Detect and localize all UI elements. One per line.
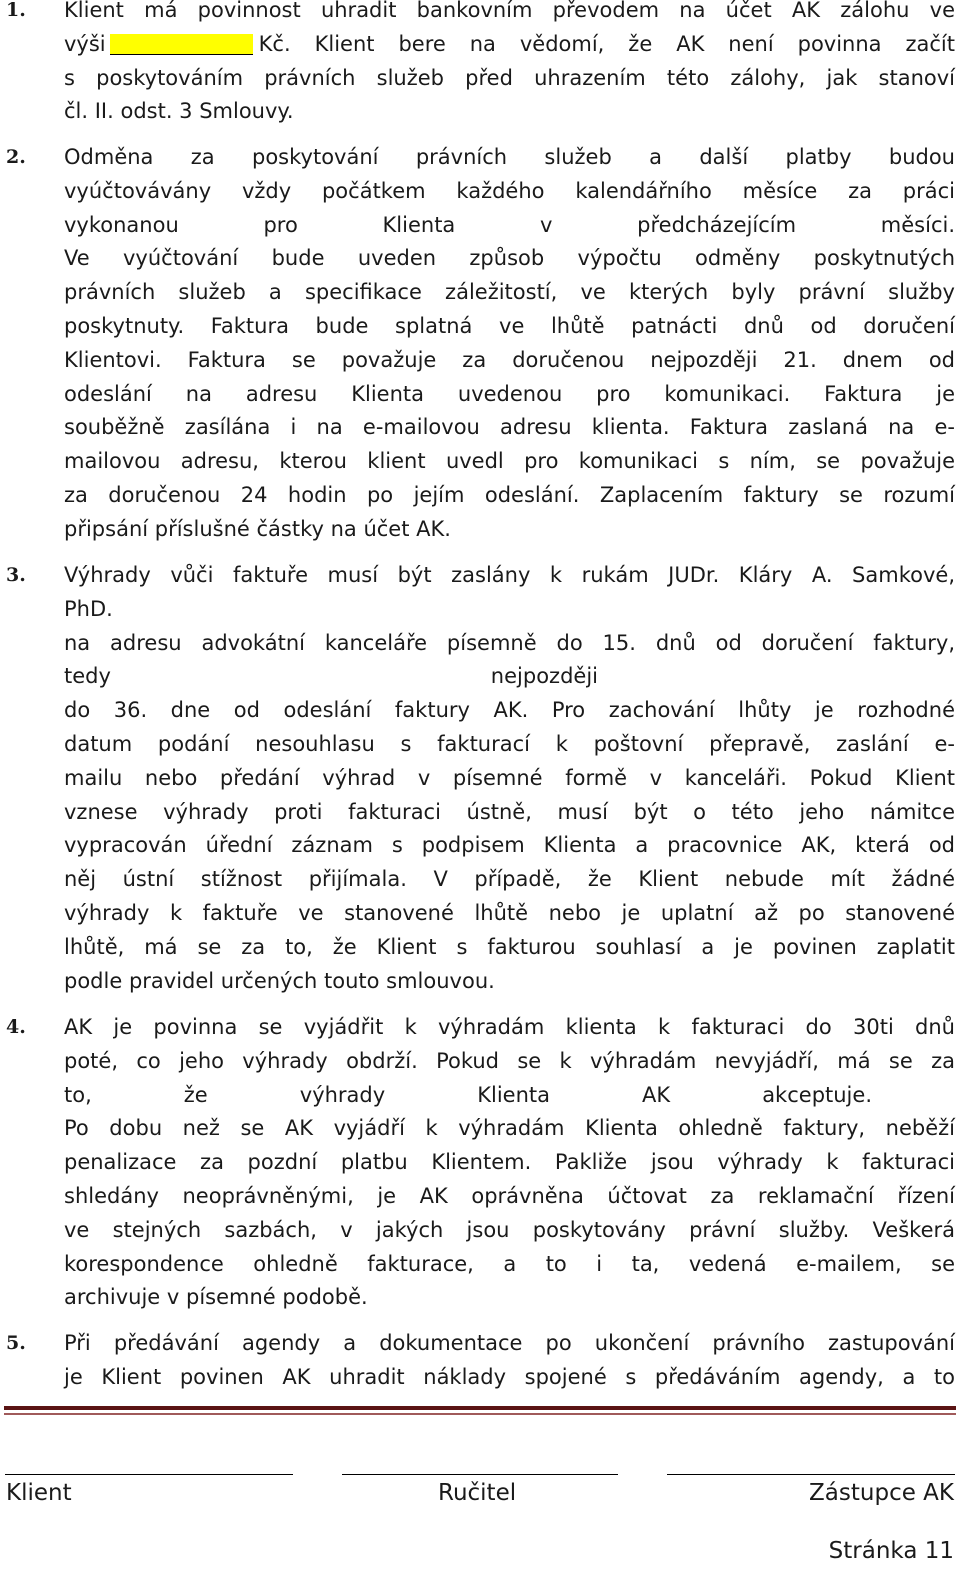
amount-blank-field[interactable]	[110, 34, 253, 55]
clause-text	[64, 0, 955, 129]
text-line	[64, 28, 955, 62]
text-line: mailovou adresu, kterou klient uvedl pro komunikaci s ním, se považuje	[64, 449, 955, 474]
text-line: připsání příslušné částky na účet AK.	[64, 516, 451, 541]
text-line: právních služeb a specifikace záležitostí, ve kterých byly právní služby	[64, 280, 955, 305]
text-line: vypracován úřední záznam s podpisem Klienta a pracovnice AK, která od	[64, 833, 955, 858]
text-fragment: výši	[64, 31, 106, 56]
text-line: korespondence ohledně fakturace, a to i ta, vedená e-mailem, se	[64, 1251, 955, 1276]
clause-number: 1.	[6, 0, 26, 21]
text-line: ve stejných sazbách, v jakých jsou poskytovány právní služby. Veškerá	[64, 1217, 955, 1242]
text-line: datum podání nesouhlasu s fakturací k poštovní přepravě, zaslání e-	[64, 731, 955, 756]
text-line: je Klient povinen AK uhradit náklady spojené s předáváním agendy, a to	[64, 1364, 955, 1389]
text-line: shledány neoprávněnými, je AK oprávněna účtovat za reklamační řízení	[64, 1183, 955, 1208]
text-line: vyúčtovávány vždy počátkem každého kalendářního měsíce za práci	[64, 178, 955, 203]
text-line: něj ústní stížnost přijímala. V případě, že Klient nebude mít žádné	[64, 867, 955, 892]
text-fragment: Kč. Klient bere na vědomí, že AK není povinna začít	[258, 31, 955, 56]
text-line: tedy nejpozději	[64, 664, 598, 689]
text-line: mailu nebo předání výhrad v písemné formě v kanceláři. Pokud Klient	[64, 765, 955, 790]
page-number: Stránka 11	[828, 1538, 954, 1564]
text-line: Klient má povinnost uhradit bankovním převodem na účet AK zálohu ve	[64, 0, 955, 22]
text-line: archivuje v písemné podobě.	[64, 1285, 368, 1310]
clause-text	[64, 1011, 955, 1315]
text-line: odeslání na adresu Klienta uvedenou pro komunikaci. Faktura je	[64, 381, 955, 406]
clause-number: 4.	[6, 1016, 26, 1038]
clause-number: 2.	[6, 146, 26, 168]
signature-label-client: Klient	[6, 1480, 72, 1506]
text-line: Po dobu než se AK vyjádří k výhradám Klienta ohledně faktury, neběží	[64, 1116, 955, 1141]
clause-number: 5.	[6, 1332, 26, 1354]
text-line: poté, co jeho výhrady obdrží. Pokud se k výhradám nevyjádří, má se za	[64, 1048, 955, 1073]
text-line: poskytnuty. Faktura bude splatná ve lhůtě patnácti dnů od doručení	[64, 313, 955, 338]
text-line: Při předávání agendy a dokumentace po ukončení právního zastupování	[64, 1331, 955, 1355]
signature-label-ak-representative: Zástupce AK	[809, 1480, 954, 1506]
text-line: na adresu advokátní kanceláře písemně do 15. dnů od doručení faktury,	[64, 630, 955, 655]
signature-label-guarantor: Ručitel	[438, 1480, 517, 1506]
text-line: do 36. dne od odeslání faktury AK. Pro zachování lhůty je rozhodné	[64, 698, 955, 723]
text-line: vykonanou pro Klienta v předcházejícím měsíci.	[64, 212, 955, 237]
text-line: s poskytováním právních služeb před uhrazením této zálohy, jak stanoví	[64, 65, 955, 90]
clause-text	[64, 559, 955, 998]
text-line: penalizace za pozdní platbu Klientem. Pakliže jsou výhrady k fakturaci	[64, 1150, 955, 1175]
text-line: za doručenou 24 hodin po jejím odeslání. Zaplacením faktury se rozumí	[64, 482, 955, 507]
text-line: lhůtě, má se za to, že Klient s fakturou souhlasí a je povinen zaplatit	[64, 934, 955, 959]
footer-rule-thick	[4, 1406, 956, 1410]
text-line: Výhrady vůči faktuře musí být zaslány k rukám JUDr. Kláry A. Samkové,	[64, 563, 955, 587]
text-line: PhD.	[64, 596, 113, 621]
text-line: čl. II. odst. 3 Smlouvy.	[64, 99, 294, 124]
text-line: souběžně zasílána i na e-mailovou adresu klienta. Faktura zaslaná na e-	[64, 415, 955, 440]
clause-text	[64, 141, 955, 547]
text-line: vznese výhrady proti fakturaci ústně, musí být o této jeho námitce	[64, 799, 955, 824]
text-line: Ve vyúčtování bude uveden způsob výpočtu odměny poskytnutých	[64, 246, 955, 271]
text-line: to, že výhrady Klienta AK akceptuje.	[64, 1082, 872, 1107]
footer-rule-thin	[4, 1413, 956, 1415]
text-line: podle pravidel určených touto smlouvou.	[64, 968, 495, 993]
text-line: AK je povinna se vyjádřit k výhradám klienta k fakturaci do 30ti dnů	[64, 1015, 955, 1039]
text-line: Klientovi. Faktura se považuje za doručenou nejpozději 21. dnem od	[64, 347, 955, 372]
text-line: Odměna za poskytování právních služeb a další platby budou	[64, 145, 955, 169]
text-line: výhrady k faktuře ve stanovené lhůtě nebo je uplatní až po stanovené	[64, 900, 955, 925]
clause-number: 3.	[6, 564, 26, 586]
clause-text	[64, 1327, 955, 1395]
